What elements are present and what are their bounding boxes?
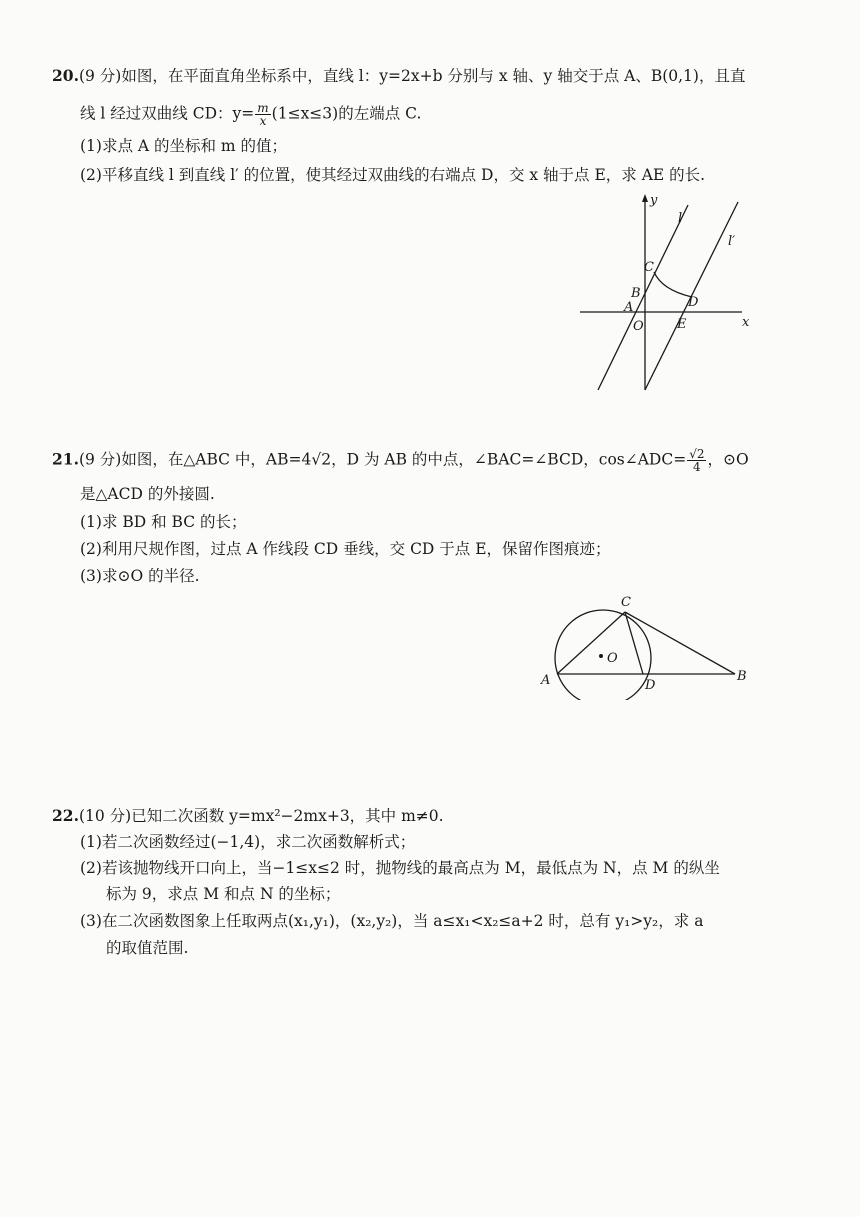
fraction-denominator: x <box>259 114 267 128</box>
point-a-label: A <box>624 300 634 315</box>
point-o-label: O <box>633 319 644 334</box>
line-l-label: l <box>678 211 683 226</box>
point-e-label: E <box>677 317 687 332</box>
point-a-label: A <box>541 673 551 688</box>
line-l-prime-label: l′ <box>728 234 736 249</box>
point-d-label: D <box>688 295 699 310</box>
problem-20-question-1: (1)求点 A 的坐标和 m 的值； <box>80 137 288 155</box>
line-l <box>598 205 688 390</box>
problem-21-question-3: (3)求⊙O 的半径. <box>80 567 200 585</box>
point-d-label: D <box>645 678 656 693</box>
circumcircle-o <box>555 610 651 700</box>
problem-22-question-2b: 标为 9，求点 M 和点 N 的坐标； <box>106 885 341 903</box>
problem-20-line-1 <box>52 66 745 86</box>
y-axis-label: y <box>650 193 658 208</box>
y-axis-arrow <box>642 194 648 202</box>
x-axis-label: x <box>742 315 750 330</box>
fraction-numerator: √2 <box>689 447 705 461</box>
problem-21-question-2: (2)利用尺规作图，过点 A 作线段 CD 垂线，交 CD 于点 E，保留作图痕迹； <box>80 540 611 558</box>
problem-20-question-2: (2)平移直线 l 到直线 l′ 的位置，使其经过双曲线的右端点 D，交 x 轴于点 E，求 AE 的长. <box>80 166 706 184</box>
problem-20-text-2b: (1≤x≤3)的左端点 C. <box>271 104 422 123</box>
hyperbola-cd <box>654 272 692 297</box>
problem-22-line-1 <box>52 806 444 826</box>
problem-21-text-1a: (9 分)如图，在△ABC 中，AB=4√2，D 为 AB 的中点，∠BAC=∠BCD，cos∠ADC= <box>78 450 687 469</box>
point-o-label: O <box>607 651 618 666</box>
problem-21-line-1 <box>52 448 749 473</box>
segment-cb <box>625 612 735 674</box>
point-c-label: C <box>621 595 631 610</box>
problem-21-number: 21. <box>52 449 79 469</box>
problem-21-fraction <box>687 448 706 473</box>
point-b-label: B <box>631 286 641 301</box>
problem-22-number: 22. <box>52 806 79 825</box>
problem-20-figure <box>570 190 760 396</box>
problem-22-question-2a: (2)若该抛物线开口向上，当−1≤x≤2 时，抛物线的最高点为 M，最低点为 N，点 M 的纵坐 <box>80 859 720 877</box>
problem-22-question-3b: 的取值范围. <box>106 939 189 957</box>
problem-20-text-2a: 线 l 经过双曲线 CD：y= <box>80 104 255 123</box>
fraction-denominator: 4 <box>693 460 701 474</box>
problem-20-number: 20. <box>52 66 79 85</box>
problem-22-question-1: (1)若二次函数经过(−1,4)，求二次函数解析式； <box>80 833 416 851</box>
problem-21-question-1: (1)求 BD 和 BC 的长； <box>80 513 247 531</box>
problem-21-line-2: 是△ACD 的外接圆. <box>80 485 215 503</box>
problem-21-text-1b: ，⊙O <box>707 450 749 469</box>
fraction-numerator: m <box>257 101 269 115</box>
center-o-dot <box>599 654 603 658</box>
problem-22-question-3a: (3)在二次函数图象上任取两点(x₁,y₁)，(x₂,y₂)，当 a≤x₁<x₂≤a+2 时，总有 y₁>y₂，求 a <box>80 912 704 930</box>
problem-20-text-1: (9 分)如图，在平面直角坐标系中，直线 l：y=2x+b 分别与 x 轴、y 轴交于点 A、B(0,1)，且直 <box>78 67 746 85</box>
problem-20-fraction <box>255 102 270 127</box>
point-c-label: C <box>644 260 654 275</box>
problem-22-text-1: (10 分)已知二次函数 y=mx²−2mx+3，其中 m≠0. <box>78 807 444 825</box>
problem-21-figure <box>535 590 760 700</box>
point-b-label: B <box>737 669 747 684</box>
problem-20-line-2 <box>80 102 421 127</box>
